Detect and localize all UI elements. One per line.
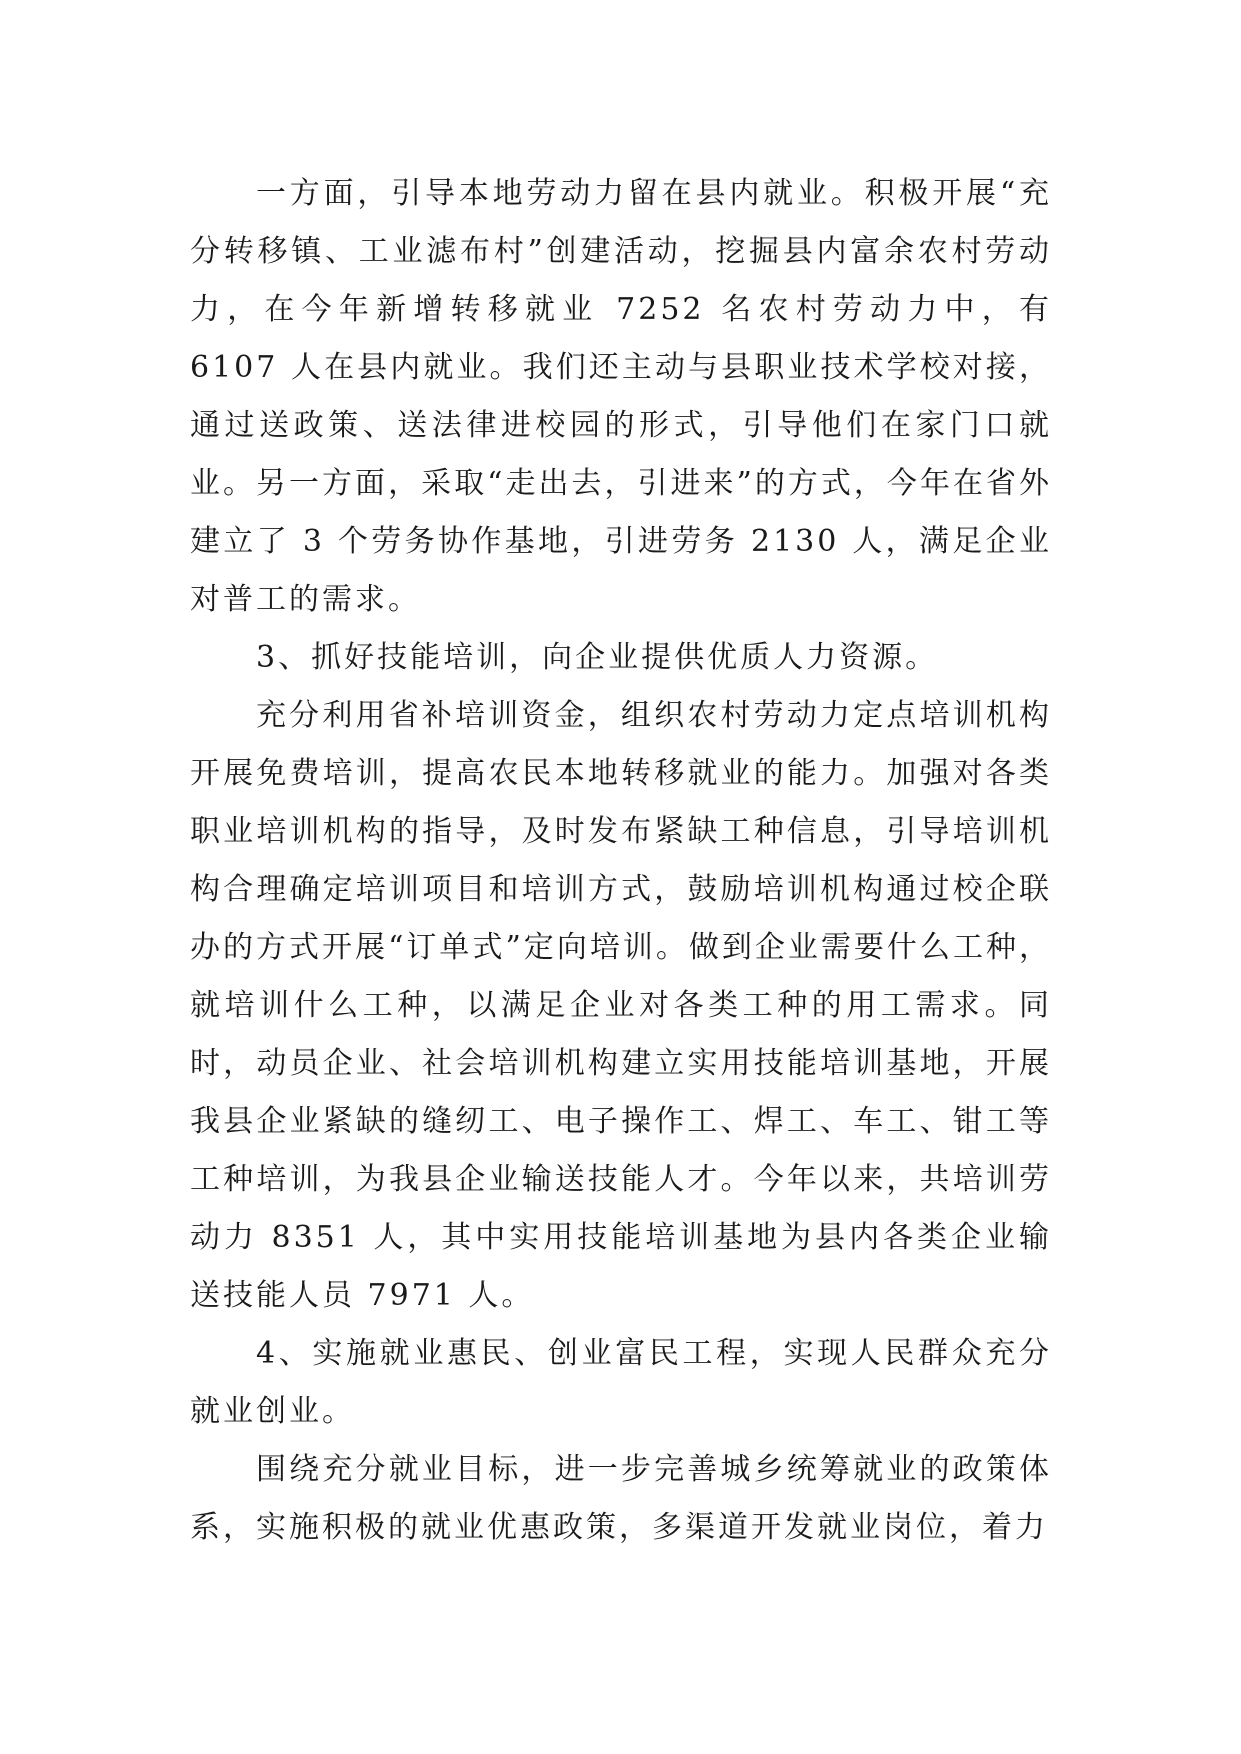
- paragraph-local-employment: 一方面，引导本地劳动力留在县内就业。积极开展“充分转移镇、工业滤布村”创建活动，挖掘县内富余农村劳动力，在今年新增转移就业 7252 名农村劳动力中，有 6107 人在县内就业。我们还主动与县职业技术学校对接，通过送政策、送法律进校园的形式，引导他们在家门口就业。另一方面，采取“走出去，引进来”的方式，今年在省外建立了 3 个劳务协作基地，引进劳务 2130 人，满足企业对普工的需求。: [190, 176, 1052, 617]
- heading-employment-project: 4、实施就业惠民、创业富民工程，实现人民群众充分就业创业。: [190, 1336, 1052, 1429]
- paragraph-skills-training: 充分利用省补培训资金，组织农村劳动力定点培训机构开展免费培训，提高农民本地转移就业的能力。加强对各类职业培训机构的指导，及时发布紧缺工种信息，引导培训机构合理确定培训项目和培训方式，鼓励培训机构通过校企联办的方式开展“订单式”定向培训。做到企业需要什么工种，就培训什么工种，以满足企业对各类工种的用工需求。同时，动员企业、社会培训机构建立实用技能培训基地，开展我县企业紧缺的缝纫工、电子操作工、焊工、车工、钳工等工种培训，为我县企业输送技能人才。今年以来，共培训劳动力 8351 人，其中实用技能培训基地为县内各类企业输送技能人员 7971 人。: [190, 698, 1052, 1313]
- document-body: [190, 165, 1052, 1557]
- paragraph-employment-goal: 围绕充分就业目标，进一步完善城乡统筹就业的政策体系，实施积极的就业优惠政策，多渠道开发就业岗位，着力: [190, 1452, 1052, 1545]
- heading-skills-training: 3、抓好技能培训，向企业提供优质人力资源。: [256, 640, 939, 675]
